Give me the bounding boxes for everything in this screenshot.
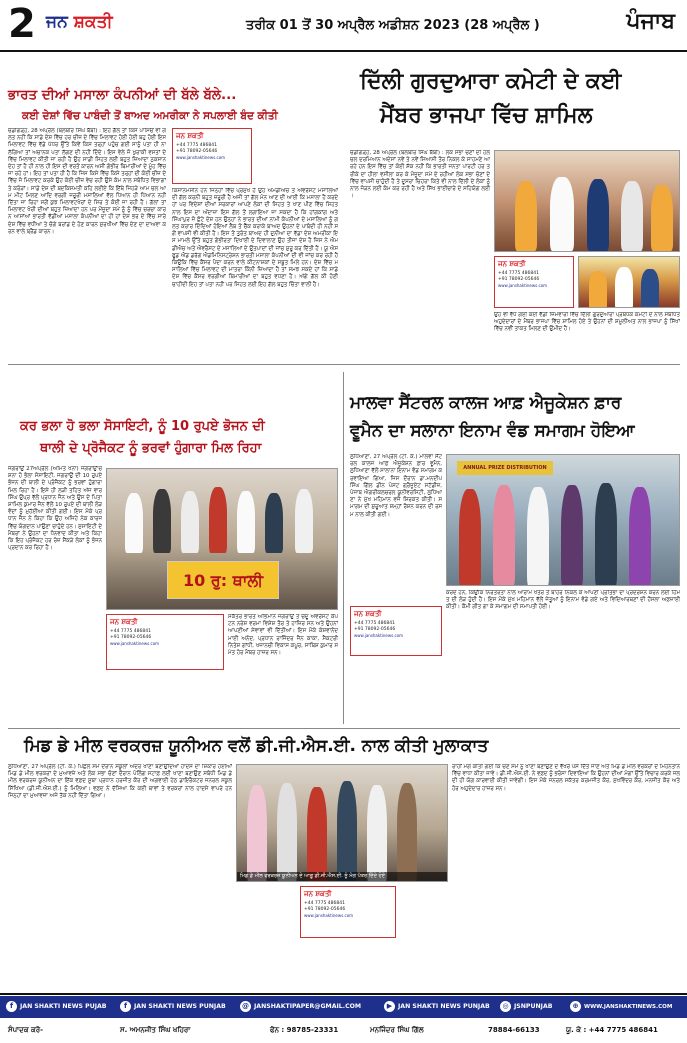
photo-figure (561, 485, 583, 586)
photo-figure (589, 271, 607, 308)
photo-figure (153, 489, 171, 553)
article5-photo-caption: ਮਿਡ ਡੇ ਮੀਲ ਵਰਕਰਜ਼ ਯੂਨੀਅਨ ਦੇ ਆਗੂ ਡੀ.ਜੀ.ਐਸ.ਈ. ਨੂੰ ਮੰਗ ਪੱਤਰ ਦਿੰਦੇ ਹੋਏ (237, 872, 448, 881)
footer-manager-name: ਮਨਜਿੰਦਰ ਸਿੰਘ ਗਿੱਲ (370, 1026, 424, 1034)
footer-email[interactable] (240, 1000, 361, 1014)
photo-figure (295, 489, 313, 553)
photo-figure (587, 179, 609, 251)
article1-title: ਭਾਰਤ ਦੀਆਂ ਮਸਾਲਾ ਕੰਪਨੀਆਂ ਦੀ ਬੱਲੇ ਬੱਲੇ... (8, 87, 237, 103)
photo-figure (397, 783, 417, 882)
photo-figure (209, 487, 227, 553)
footer-phone: ਫੋਨ : 98785-23331 (270, 1026, 339, 1034)
ad-logo: ਜਨ ਸ਼ਕਤੀ (110, 617, 138, 626)
photo-figure (237, 491, 255, 553)
article5-ad (300, 886, 396, 938)
photo-figure (595, 483, 617, 586)
article4-title-line2: ਵੂਮੈਨ ਦਾ ਸਲਾਨਾ ਇਨਾਮ ਵੰਡ ਸਮਾਗਮ ਹੋਇਆ (350, 421, 635, 441)
photo-figure (181, 491, 199, 553)
divider-horizontal (8, 728, 680, 729)
article4-ad (350, 606, 442, 656)
article3-title-line1: ਕਰ ਭਲਾ ਹੋ ਭਲਾ ਸੋਸਾਇਟੀ, ਨੂੰ 10 ਰੁਪਏ ਭੋਜਨ ਦੀ (20, 419, 265, 434)
page-number: 2 (8, 1, 36, 47)
photo-figure (641, 269, 659, 308)
article1-body-col1: ਚੰਡੀਗੜ੍ਹ, 28 ਅਪ੍ਰੈਲ (ਬਲਬੀਰ ਸਿੰਘ ਬੱਬੀ) : ਇਹ ਗੱਲ ਤਾਂ ਕਿਸੇ ਪਾਸਿਓਂ ਵੀ ਗਲਤ ਨਹੀਂ ਕਿ ਸਾਡੇ ਦੇਸ਼ ਵਿੱਚ ਹਰ ਚੀਜ਼ ਦੇ ਵਿੱਚ ਮਿਲਾਵਟ ਹੋਈ ਹੋਈ ਬਹੁ ਹੋਈ ਇਸ ਮਿਲਾਵਟ ਵਿੱਚ ਵੱਡੇ ਪੱਧਰ ਉੱਤੇ ਕਿਵੇਂ ਕਿਸ ਤਰ੍ਹਾਂ ਪਹੁੰਚ ਗਈ ਸਾਨੂੰ ਪਤਾ ਹੀ ਨਾ ਲੱਗਿਆ ਤਾਂ ਅਚਾਨਕ ਪਤਾ ਲੱਗਣ ਦੀ ਨਹੀਂ ਦਿੰਦੇ। ਇਸ ਵੇਲੇ ਜੋ ਖੁਰਾਕੀ ਵਸਤਾਂ ਦੇ ਵਿੱਚ ਮਿਲਾਵਟ ਕੀਤੀ ਜਾ ਰਹੀ ਹੈ ਉਹ ਸਾਡੀ ਸਿਹਤ ਲਈ ਬਹੁਤ ਜ਼ਿਆਦਾ ਨੁਕਸਾਨਦੇਹ ਤਾਂ ਹੈ ਹੀ ਨਾਲ ਹੀ ਇਸ ਦੀ ਵਰਤੋਂ ਕਾਰਨ ਅਸੀਂ ਗੰਭੀਰ ਬਿਮਾਰੀਆਂ ਦੇ ਮੂੰਹ ਵਿੱਚ ਜਾ ਰਹੇ ਹਾਂ। ਇਹ ਤਾਂ ਪਤਾ ਹੀ ਹੈ ਕਿ ਜਿਸ ਕਿਸੇ ਵਿੱਚ ਕਿਸੇ ਤਰ੍ਹਾਂ ਦੀ ਕੋਈ ਚੀਜ਼ ਦੇ ਵਿੱਚ ਜੋ ਮਿਲਾਵਟ ਕਰਕੇ ਉਹ ਕੋਈ ਚੀਜ਼ ਵੇਚ ਰਹੀ ਉਸੇ ਕੰਮ ਨਾਲ ਸਬੰਧਿਤ ਵਿਭਾਗਾਂ ਤੇ ਕਰੋੜਾਂ। ਸਾਡੇ ਦੇਸ਼ ਦੀ ਬਦਕਿਸਮਤੀ ਕਹਿ ਲਈਏ ਕਿ ਇੱਥੇ ਜਿਹੜੇ ਆਮ ਚਲ ਆਮ ਮੀਟ ਮਿਲਣ ਆਦਿ ਵਰਗੀ ਜਰੂਰੀ ਮਸਾਲਿਆਂ ਵੱਲ ਧਿਆਨ ਹੀ ਧਿਆਨ ਨਹੀਂ ਦਿੱਤਾ ਜਾ ਰਿਹਾ ਸਗੋਂ ਕੁਝ ਮਿਲਾਵਟਖੋਰਾਂ ਦੇ ਸਿਰ ਤੇ ਕੋਈ ਜਾ ਰਹੀ ਹੈ। ਗੱਲਾਂ ਤਾਂ ਮਿਲਾਵਟ ਖੋਰੀ ਦੀਆਂ ਬਹੁਤ ਜ਼ਿਆਦਾ ਹਨ ਪਰ ਮੌਜੂਦਾ ਸਮੇਂ ਨੂੰ ਨੂੰ ਵਿੱਚ ਚਰਚਾ ਕਾਰਨ ਆਸਾਂਆਂ ਭਾਰਤੀ ਵੱਡੀਆਂ ਮਸਾਲਾ ਕੰਪਨੀਆਂ ਦਾ ਹੀ ਹਾਂ ਦੇਸ਼ ਭਰ ਦੇ ਵਿੱਚ ਸਾਰੇ ਦੇਸ਼ ਵਿੱਚ ਵਧੀਆ ਤੇ ਚੰਗੇ ਬਰਾਂਡ ਦੇ ਹੋਣ ਕਾਰਨ ਸੁਰਖੀਆਂ ਵਿੱਚ ਦੇਣ ਦਾ ਦਾਅਵਾ ਕਰਨ ਵਾਲੇ ਬ੍ਰੈਂਡ ਕਾਰਨ। (8, 128, 166, 235)
ad-phone1: +44 7775 486841 (110, 629, 151, 634)
globe-icon: ⊕ (570, 1001, 581, 1012)
ad-logo: ਜਨ ਸ਼ਕਤੀ (176, 131, 204, 140)
article2-photo-top (494, 150, 680, 252)
article3-title-line2: ਥਾਲੀ ਦੇ ਪ੍ਰੋਜੈਕਟ ਨੂੰ ਭਰਵਾਂ ਹੁੰਗਾਰਾ ਮਿਲ ਰਿਹਾ (40, 441, 262, 456)
article3-photo (106, 468, 338, 610)
section-name: ਪੰਜਾਬ (626, 9, 675, 34)
divider-vertical (343, 372, 344, 724)
article2-photo-bottom (578, 256, 680, 308)
ad-phone2: +91 78092-05646 (304, 907, 346, 912)
photo-figure (629, 487, 651, 586)
ad-web: www.janshaktinews.com (498, 283, 548, 288)
footer-facebook-1[interactable] (6, 1000, 107, 1014)
photo-figure (651, 185, 673, 251)
footer-label: JAN SHAKTI NEWS PUJAB (20, 1003, 107, 1010)
ad-web: www.janshaktinews.com (354, 633, 404, 638)
facebook-icon: f (6, 1001, 17, 1012)
article3-body-col2: ਸਕੱਤਰ ਭਾਰਤ ਅਭਿਮਾਨ ਜਗਰਾਉਂ ਤੇ ਚੰਦੂ ਐਵਰੈਸਟ ਕੈਪਟਨ ਨਰੇਸ਼ ਵਰਮਾ ਵਿਸ਼ੇਸ਼ ਤੌਰ ਤੇ ਹਾਜ਼ਿਰ ਸਨ ਅਤੇ ਉਹਨਾਂ ਆਪਣੀਆਂ ਸੇਵਾਵਾਂ ਵੀ ਦਿੱਤੀਆਂ। ਇਸ ਮੌਕੇ ਕੇਸ਼ਵਾਨੰਦ ਮਾਈ ਅਨੋਦ, ਪ੍ਰਧਾਨ ਰਾਜਿੰਦਰ ਜੈਨ ਕਾਕਾ, ਸੈਕਟਰੀ ਨਿਤੇਸ਼ ਗਾਂਧੀ, ਖਜਾਨਚੀ ਵਿਕਾਸ ਕਪੂਰ, ਸਾਬਿਸ਼ ਕੁਮਾਰ ਸਮੇਤ ਹੋਰ ਮੈਂਬਰ ਹਾਜ਼ਰ ਸਨ। (228, 614, 338, 657)
footer-manager-phone: 78884-66133 (488, 1026, 540, 1034)
masthead-logo (46, 10, 118, 34)
photo-figure (337, 781, 357, 882)
thali-sign: 10 ਰੁ: ਥਾਲੀ (167, 561, 279, 599)
photo-figure (550, 177, 574, 251)
ad-phone2: +91 78092-05646 (176, 149, 218, 154)
email-icon: @ (242, 1001, 249, 1010)
ad-web: www.janshaktinews.com (176, 155, 226, 160)
ad-phone1: +44 7775 486841 (498, 271, 539, 276)
footer-label: JSNPUNJAB (514, 1003, 553, 1010)
photo-figure (615, 267, 633, 308)
footer-label: WWW.JANSHAKTINEWS.COM (584, 1004, 673, 1010)
article2-title-line2: ਮੈਂਬਰ ਭਾਜਪਾ ਵਿੱਚ ਸ਼ਾਮਿਲ (380, 103, 593, 128)
footer-facebook-2[interactable] (120, 1000, 226, 1014)
article2-title-line1: ਦਿੱਲੀ ਗੁਰਦੁਆਰਾ ਕਮੇਟੀ ਦੇ ਕਈ (360, 69, 622, 94)
header-rule (0, 50, 687, 52)
logo-part2: ਸ਼ਕਤੀ (73, 12, 113, 32)
ad-logo: ਜਨ ਸ਼ਕਤੀ (354, 609, 382, 618)
youtube-icon: ▶ (384, 1001, 395, 1012)
photo-figure (515, 181, 537, 251)
footer-label: JANSHAKTIPAPER@GMAIL.COM (254, 1003, 362, 1010)
ad-phone2: +91 78092-05646 (498, 277, 540, 282)
article4-body-col1: ਲੁਧਿਆਣਾ, 27 ਅਪ੍ਰੈਲ (ਟੀ. ਕੇ.) ਮਾਲਵਾ ਸੈਂਟਰਲ ਕਾਲਜ ਆਫ਼ ਐਜੂਕੇਸ਼ਨ ਫ਼ਾਰ ਵੂਮੈਨ, ਲੁਧਿਆਣਾ ਵੱਲੋਂ ਸਾਲਾਨਾ ਇਨਾਮ ਵੰਡ ਸਮਾਗਮ ਕਰਵਾਇਆ ਗਿਆ, ਜਿਸ ਦੌਰਾਨ ਡਾ.ਮਨਦੀਪ ਸਿੰਘ ਗਿੱਲ ਡੀਨ ਪੋਸਟ ਗ੍ਰੈਜੂਏਟ ਸਟੱਡੀਜ਼, ਪੰਜਾਬ ਐਗਰੀਕਲਚਰਲ ਯੂਨੀਵਰਸਿਟੀ, ਲੁਧਿਆਣਾ ਨੇ ਮੁੱਖ ਮਹਿਮਾਨ ਵਜੋਂ ਸ਼ਿਰਕਤ ਕੀਤੀ। ਸਮਾਗਮ ਦੀ ਸ਼ੁਰੂਆਤ ਸ਼ਮ੍ਹਾਂ ਰੌਸ਼ਨ ਕਰਨ ਦੀ ਰਸਮ ਨਾਲ ਕੀਤੀ ਗਈ। (350, 454, 442, 518)
photo-figure (493, 485, 515, 586)
prize-banner: ANNUAL PRIZE DISTRIBUTION (457, 461, 553, 475)
article2-body-col2: ਉਹ ਵੀ ਵੱਧ ਗਈ ਕਈ ਵੱਡੀ ਜ਼ਿੰਮੇਵਾਰੀ ਵਿੱਚ ਦਿੱਲੀ ਗੁਰਦੁਆਰਾ ਪ੍ਰਬੰਧਕ ਕਮੇਟੀ ਦੇ ਨਾਲ ਸਬੰਧਿਤ ਅਹੁਦੇਦਾਰਾਂ ਦੇ ਮੈਂਬਰ ਭਾਜਪਾ ਵਿੱਚ ਸ਼ਾਮਿਲ ਹੋਏ ਤੇ ਉਹਨਾਂ ਦੀ ਸ਼ਮੂਲੀਅਤ ਨਾਲ ਭਾਜਪਾ ਨੂੰ ਸਿੱਖਾਂ ਵਿੱਚ ਨਵੀਂ ਤਾਕਤ ਮਿਲਣ ਦੀ ਉਮੀਦ ਹੈ। (494, 312, 680, 333)
dateline: ਤਰੀਕ 01 ਤੋਂ 30 ਅਪ੍ਰੈਲ ਅਡੀਸ਼ਨ 2023 (28 ਅਪ੍ਰੈਲ ) (246, 18, 540, 33)
article5-body-col2: ਰਾਹੀਂ ਮੰਗ ਕੀਤੀ ਗਈ ਕਿ ਚੋਣ ਸਮੇਂ ਨੂੰ ਖਾਣਾ ਬਣਾਉਣ ਦੇ ਵੱਖਰੇ ਪੈਸੇ ਦਿੱਤੇ ਜਾਣ ਅਤੇ ਮਿਡ ਡੇ ਮੀਲ ਵਰਕਰਾਂ ਦੇ ਮਿਹਨਤਾਨੇ ਵਿੱਚ ਵਾਧਾ ਕੀਤਾ ਜਾਵੇ। ਡੀ.ਜੀ.ਐਸ.ਈ. ਨੇ ਵਫ਼ਦ ਨੂੰ ਭਰੋਸਾ ਦਿਵਾਇਆ ਕਿ ਉਹਨਾਂ ਦੀਆਂ ਮੰਗਾਂ ਉੱਤੇ ਵਿਚਾਰ ਕਰਕੇ ਜਲਦੀ ਹੀ ਯੋਗ ਕਾਰਵਾਈ ਕੀਤੀ ਜਾਵੇਗੀ। ਇਸ ਮੌਕੇ ਜਨਰਲ ਸਕੱਤਰ ਕਰਮਜੀਤ ਕੌਰ, ਸੁਖਵਿੰਦਰ ਕੌਰ, ਮਨਜੀਤ ਕੌਰ ਅਤੇ ਹੋਰ ਅਹੁਦੇਦਾਰ ਹਾਜ਼ਰ ਸਨ। (452, 764, 680, 792)
footer-label: JAN SHAKTI NEWS PUNJAB (398, 1003, 490, 1010)
article1-ad (172, 128, 252, 184)
article3-body-col1: ਜਗਰਾਉਂ 27ਅਪ੍ਰੈਲ (ਅਮਿਤ ਖੰਨਾ) ਜਗਰਾਉਂ'ਚ ਸ਼ਨਾ ਹੋ ਭੰਲਾ ਸੋਸਾਇਟੀ, ਜਗਰਾਉਂ ਦੀ 10 ਰੁਪਏ ਭੋਜਨ ਦੀ ਥਾਲੀ ਦੇ ਪ੍ਰੋਜੈਕਟ ਨੂੰ ਭਰਵਾਂ ਹੁੰਗਾਰਾ ਮਿਲ ਰਿਹਾ ਹੈ। ਇਸੇ ਹੀ ਲੜੀ ਤਹਿਤ ਅੱਜ ਵਾਰ ਸਿੰਘ ਉਪ੍ਰ ਵੱਲੋਂ ਪ੍ਰਧਾਨ ਜੈਨ ਅਤੇ ਉਸ ਦੇ ਪਿਤਾ ਸ਼ਾਮਿਲ ਕੁਮਾਰ ਜੈਨ ਵੱਲੋਂ 10 ਰੁਪਏ ਦੀ ਥਾਲੀ ਲੋੜਵੰਦਾਂ ਨੂੰ ਮੁਹੱਈਆ ਕੀਤੀ ਗਈ। ਇਸ ਮੌਕੇ ਪ੍ਰਧਾਨ ਜੈਨ ਨੇ ਕਿਹਾ ਕਿ ਉਹ ਅਜਿਹੇ ਨੇਕ ਕਾਰਜ ਵਿੱਚ ਯੋਗਦਾਨ ਪਾਉਣਾ ਚਾਹੁੰਦੇ ਹਨ। ਸੁਸਾਇਟੀ ਦੇ ਮੈਂਬਰਾਂ ਨੇ ਉਹਨਾਂ ਦਾ ਧੰਨਵਾਦ ਕੀਤਾ ਅਤੇ ਕਿਹਾ ਕਿ ਇਹ ਪ੍ਰੋਜੈਕਟ ਹਰ ਰੋਜ਼ ਸੈਂਕੜੇ ਲੋਕਾਂ ਨੂੰ ਭੋਜਨ ਪ੍ਰਦਾਨ ਕਰ ਰਿਹਾ ਹੈ। (8, 466, 102, 552)
photo-figure (277, 783, 297, 882)
footer-instagram[interactable] (500, 1000, 552, 1014)
article5-body-col1: ਲੁਧਿਆਣਾ, 27 ਅਪ੍ਰੈਲ (ਟੀ. ਕੇ.) ਪਿਛਲੇ ਸਮੇਂ ਦੌਰਾਨ ਸਕੂਲਾਂ ਅੰਦਰ ਖਾਣਾ ਬਣਾਉਂਦਿਆਂ ਹਾਦਸੇ ਦਾ ਸ਼ਿਕਾਰ ਹੋਈਆਂ ਮਿਡ ਡੇ ਮੀਲ ਵਰਕਰਾਂ ਦੇ ਮੁਆਵਜ਼ੇ ਅਤੇ ਲੋਕ ਸਭਾ ਚੋਣਾਂ ਦੌਰਾਨ ਪੋਲਿੰਗ ਸਟਾਫ਼ ਲਈ ਖਾਣਾ ਬਣਾਉਣ ਸਬੰਧੀ ਮਿਡ ਡੇ ਮੀਲ ਵਰਕਰਜ਼ ਯੂਨੀਅਨ ਦਾ ਇੱਕ ਵਫ਼ਦ ਸੂਬਾ ਪ੍ਰਧਾਨ ਹਰਜੀਤ ਕੌਰ ਦੀ ਅਗਵਾਈ ਹੇਠ ਡਾਇਰੈਕਟਰ ਜਨਰਲ ਸਕੂਲ ਸਿੱਖਿਆ (ਡੀ.ਜੀ.ਐਸ.ਈ.) ਨੂੰ ਮਿਲਿਆ। ਵਫ਼ਦ ਨੇ ਦੱਸਿਆ ਕਿ ਕਈ ਥਾਵਾਂ ਤੇ ਵਰਕਰਾਂ ਨਾਲ ਹਾਦਸੇ ਵਾਪਰੇ ਹਨ ਜਿਨ੍ਹਾਂ ਦਾ ਮੁਆਵਜ਼ਾ ਅਜੇ ਤੱਕ ਨਹੀਂ ਦਿੱਤਾ ਗਿਆ। (8, 764, 232, 799)
ad-logo: ਜਨ ਸ਼ਕਤੀ (498, 259, 526, 268)
photo-figure (247, 785, 267, 882)
logo-part1: ਜਨ (46, 12, 68, 32)
article2-body-col1: ਚੰਡੀਗੜ੍ਹ, 28 ਅਪ੍ਰੈਲ (ਬਲਬੀਰ ਸਿੰਘ ਬੱਬੀ) : ਲੋਕ ਸਭਾ ਚੋਣਾਂ ਦੀ ਹਲਚਲ ਦਰਮਿਆਨ ਅਦੇਸਾਂ ਨਵੇਂ ਤੇ ਨਵੇਂ ਸਿਆਸੀ ਤੌਰ ਨਿਕਲ ਕੇ ਸਾਹਮਣੇ ਆ ਰਹੇ ਹਨ ਇਸ ਵਿੱਚ ਤਾਂ ਕੋਈ ਸ਼ੱਕ ਨਹੀਂ ਕਿ ਭਾਰਤੀ ਜਨਤਾ ਪਾਰਟੀ ਹਰ ਤਰੀਕੇ ਦਾ ਹੀਲਾ ਵਸੀਲਾ ਕਰ ਕੇ ਮੌਜੂਦਾ ਸਮੇਂ ਦੇ ਰਹੀਆਂ ਲੋਕ ਸਭਾ ਚੋਣਾਂ ਦੇ ਵਿੱਚ ਵਾਪਸੀ ਚਾਹੁੰਦੀ ਹੈ ਤੇ ਦੂਸਰਾ ਚਿਹਰਾ ਕਿਤੇ ਵੀ ਨਾਲ ਦਿੱਲੀ ਦੇ ਲੋਕਾਂ ਨੂੰ ਨਾਲ ਜੋੜਨ ਲਈ ਕੰਮ ਕਰ ਰਹੀ ਹੈ ਅਤੇ ਸਿੱਖ ਭਾਈਚਾਰੇ ਦੇ ਸਹਿਯੋਗ ਲਈ। (350, 150, 490, 200)
footer-editor-label: ਸੰਪਾਦਕ ਕਰੋ- (8, 1026, 44, 1034)
ad-phone1: +44 7775 486841 (304, 901, 345, 906)
divider-horizontal (8, 364, 680, 365)
photo-figure (265, 493, 283, 553)
photo-figure (307, 787, 327, 882)
footer-youtube[interactable] (384, 1000, 490, 1014)
article4-body-col2: ਕਰਦੇ ਹਨ, ਕਿਉਂਕਿ ਨਿਰੰਤਰਤਾ ਨਾਲ ਆਰਾਮ ਖੇਤਰ ਤੋਂ ਬਾਹਰ ਨਿਕਲ ਕੇ ਆਪਣੀ ਪ੍ਰਤਿਭਾ ਦਾ ਪ੍ਰਦਰਸ਼ਨ ਕਰਨ ਲਈ ਹਿੰਮਤ ਦੀ ਲੋੜ ਹੁੰਦੀ ਹੈ। ਇਸ ਮੌਕੇ ਮੁੱਖ ਮਹਿਮਾਨ ਵੱਲੋਂ ਜੇਤੂਆਂ ਨੂੰ ਇਨਾਮ ਵੰਡੇ ਗਏ ਅਤੇ ਵਿਦਿਆਰਥਣਾਂ ਦੀ ਹੌਸਲਾ ਅਫ਼ਜ਼ਾਈ ਕੀਤੀ। ਕੌਮੀ ਗੀਤ ਗਾ ਕੇ ਸਮਾਗਮ ਦੀ ਸਮਾਪਤੀ ਹੋਈ। (446, 590, 680, 611)
footer-label: JAN SHAKTI NEWS PUNJAB (134, 1003, 226, 1010)
footer-website[interactable] (570, 1000, 672, 1014)
article5-photo (236, 764, 448, 882)
photo-figure (459, 489, 481, 586)
photo-figure (367, 785, 387, 882)
article2-ad (494, 256, 574, 308)
footer-uk-phone: ਯੂ. ਕੇ : +44 7775 486841 (566, 1026, 658, 1034)
article4-photo (446, 454, 680, 586)
ad-phone1: +44 7775 486841 (176, 143, 217, 148)
article4-title-line1: ਮਾਲਵਾ ਸੈਂਟਰਲ ਕਾਲਜ ਆਫ਼ ਐਜੂਕੇਸ਼ਨ ਫ਼ਾਰ (350, 393, 622, 413)
ad-web: www.janshaktinews.com (110, 641, 160, 646)
article1-body-col2: ਕਿਸਾਨਮਸੀਨ ਹਨ ਜਿਨ੍ਹਾਂ ਵਿੱਚ ਪ੍ਰਮੁੱਖ ਹੈ ਉਹ ਐਮਡੀਐਚ ਤੇ ਐਵਰੈਸਟ ਮਸਾਲਿਆਂ ਦੀ ਗੱਲ ਕਰਨੀ ਬਹੁਤ ਜ਼ਰੂਰੀ ਹੈ ਅਜੀ ਤਾਂ ਗੱਲ ਮੰਨ ਆਣ ਦੀ ਆਈ ਕਿ ਮਸਾਲਾ ਹੈ ਕਰਦੇ ਹਾਂ ਪਰ ਵਿਦੇਸ਼ਾਂ ਦੀਆਂ ਸਰਕਾਰਾਂ ਆਪਣੇ ਲੋਕਾਂ ਦੀ ਸਿਹਤ ਤੇ ਖਾਣ ਪੀਣ ਵਿੱਚ ਸਿਹਤ ਨਾਲ ਇਸ ਦਾ ਅੰਦਾਜ਼ਾ ਇਸ ਗੱਲ ਤੋਂ ਲਗਾਇਆ ਜਾ ਸਕਦਾ ਹੈ ਕਿ ਹਾਂਗਕਾਂਗ ਅਤੇ ਸਿੰਘਾਪੁਰ ਜੋ ਛੋਟੇ ਦੇਸ਼ ਹਨ ਉਨ੍ਹਾਂ ਨੇ ਭਾਰਤ ਦੀਆਂ ਨਾਮੀ ਕੰਪਨੀਆਂ ਦੇ ਮਸਾਲਿਆਂ ਨੂੰ ਗਲਤ ਕਰਾਰ ਦਿੰਦਿਆਂ ਹੋਇਆਂ ਲੈਬ ਤੋਂ ਚੈੱਕ ਕਰਾਕੇ ਬਾਅਦ ਉਹਨਾਂ ਦੇ ਪਾਬੰਦੀ ਹੀ ਨਹੀਂ ਸਗੋਂ ਵਾਪਸੀ ਵੀ ਕੀਤੀ ਹੈ। ਇਸ ਤੋਂ ਤੁਰੰਤ ਬਾਅਦ ਹੀ ਦੁਨੀਆ ਦਾ ਵੱਡਾ ਦੇਸ਼ ਅਮਰੀਕਾ ਇਸ ਮਾਮਲੇ ਉੱਤੇ ਬਹੁਤ ਗੰਭੀਰਤਾ ਦਿਖਾਈ ਦੇ ਦਿਵਾਲਾਣ ਉਹ ਤੀਜਾ ਦੇਸ਼ ਹੈ ਜਿਸ ਨੇ ਐਮਡੀਐਚ ਅਤੇ ਐਵਰੈਸਟ ਦੇ ਮਸਾਲਿਆਂ ਦੇ ਉਤਪਾਦਾਂ ਦੀ ਜਾਂਚ ਸ਼ੁਰੂ ਕਰ ਦਿੱਤੀ ਹੈ। ਯੂ ਐਸ ਫੂਡ ਐਂਡ ਡਰੱਗ ਐਡਮਿਨਿਸਟ੍ਰੇਸ਼ਨ ਭਾਰਤੀ ਮਸਾਲਾ ਕੰਪਨੀਆਂ ਦੀ ਵੀ ਜਾਂਚ ਕਰ ਰਹੀ ਹੈ ਕਿਉਂਕਿ ਵਿੱਚ ਕੈਂਸਰ ਪੈਦਾ ਕਰਨ ਵਾਲੇ ਕੀਟਨਾਸ਼ਕਾਂ ਦੇ ਸਬੂਤ ਮਿਲੇ ਹਨ। ਦੇਸ਼ ਵਿੱਚ ਮਸਾਲਿਆਂ ਵਿੱਚ ਮਿਲਾਵਟ ਦੀ ਮਾਤਰਾ ਕਿੰਨੀ ਜ਼ਿਆਦਾ ਹੈ ਤਾਂ ਸਮਝ ਸਕਦੇ ਹਾਂ ਕਿ ਸਾਡੇ ਦੇਸ਼ ਵਿੱਚ ਕੈਂਸਰ ਵਰਗੀਆਂ ਬਿਮਾਰੀਆਂ ਦਾ ਬਹੁਤ ਵਧਣਾ ਹੈ। ਅੱਗੇ ਗੱਲ ਕੀ ਹੋਣੀ ਚਾਹੀਦੀ ਇਹ ਤਾਂ ਪਤਾ ਨਹੀਂ ਪਰ ਸਿਹਤ ਲਈ ਇਹ ਗੱਲ ਬਹੁਤ ਚਿੰਤਾ ਵਾਲੀ ਹੈ। (172, 188, 338, 288)
article5-title: ਮਿਡ ਡੇ ਮੀਲ ਵਰਕਰਜ਼ ਯੂਨੀਅਨ ਵਲੋਂ ਡੀ.ਜੀ.ਐਸ.ਈ. ਨਾਲ ਕੀਤੀ ਮੁਲਾਕਾਤ (24, 736, 489, 756)
ad-phone1: +44 7775 486841 (354, 621, 395, 626)
photo-figure (125, 493, 143, 553)
facebook-icon: f (120, 1001, 131, 1012)
photo-figure (621, 181, 643, 251)
footer-editor-name: ਸ. ਅਮਨਜੀਤ ਸਿੰਘ ਖਹਿਰਾ (120, 1026, 191, 1034)
photo-figure (527, 487, 549, 586)
ad-logo: ਜਨ ਸ਼ਕਤੀ (304, 889, 332, 898)
instagram-icon: ◎ (500, 1001, 511, 1012)
ad-phone2: +91 78092-05646 (354, 627, 396, 632)
ad-web: www.janshaktinews.com (304, 913, 354, 918)
article1-subtitle: ਕਈ ਦੇਸ਼ਾਂ ਵਿੱਚ ਪਾਬੰਦੀ ਤੋਂ ਬਾਅਦ ਅਮਰੀਕਾ ਨੇ ਸਪਲਾਈ ਬੰਦ ਕੀਤੀ (22, 110, 278, 122)
article3-ad (106, 614, 224, 670)
ad-phone2: +91 78092-05646 (110, 635, 152, 640)
article4-body-col1-cont (446, 590, 680, 724)
